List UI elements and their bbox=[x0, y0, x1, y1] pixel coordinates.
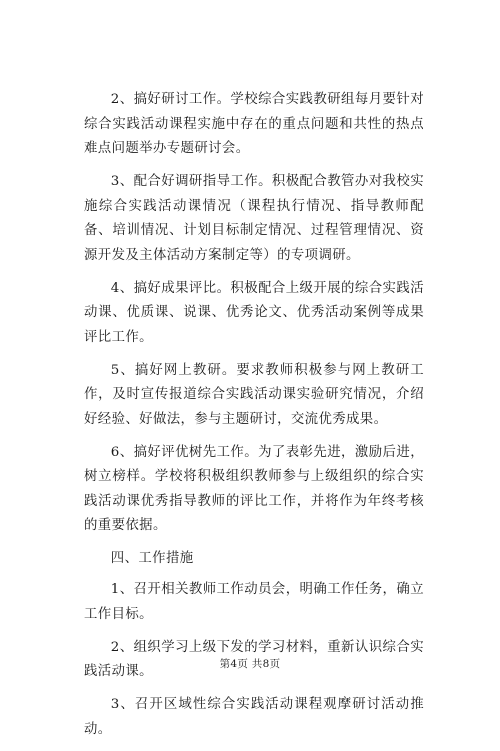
paragraph-excellence-award: 6、搞好评优树先工作。为了表彰先进，激励后进，树立榜样。学校将积极组织教师参与上级组织的综合实践活动课优秀指导教师的评比工作，并将作为年终考核的重要依据。 bbox=[84, 444, 424, 533]
paragraph-mobilization-meeting: 1、召开相关教师工作动员会，明确工作任务，确立工作目标。 bbox=[84, 582, 424, 622]
paragraph-survey-guidance: 3、配合好调研指导工作。积极配合教管办对我校实施综合实践活动课情况（课程执行情况、指导教师配备、培训情况、计划目标制定情况、过程管理情况、资源开发及主体活动方案制定等）的专项调研。 bbox=[84, 174, 424, 263]
section-heading-work-measures: 四、工作措施 bbox=[110, 551, 194, 566]
paragraph-online-research: 5、搞好网上教研。要求教师积极参与网上教研工作，及时宣传报道综合实践活动课实验研究情况，介绍好经验、好做法，参与主题研讨，交流优秀成果。 bbox=[84, 362, 424, 427]
paragraph-study-materials: 2、组织学习上级下发的学习材料，重新认识综合实践活动课。 bbox=[84, 639, 424, 679]
paragraph-regional-observation: 3、召开区域性综合实践活动课程观摩研讨活动推动。 bbox=[84, 697, 424, 737]
paragraph-research-seminar: 2、搞好研讨工作。学校综合实践教研组每月要针对综合实践活动课程实施中存在的重点问题和共性的热点难点问题举办专题研讨会。 bbox=[84, 92, 424, 156]
document-body bbox=[84, 88, 424, 751]
page-number-footer: 第4页 共8页 bbox=[219, 658, 281, 670]
paragraph-achievement-evaluation: 4、搞好成果评比。积极配合上级开展的综合实践活动课、优质课、说课、优秀论文、优秀活动案例等成果评比工作。 bbox=[84, 280, 424, 345]
